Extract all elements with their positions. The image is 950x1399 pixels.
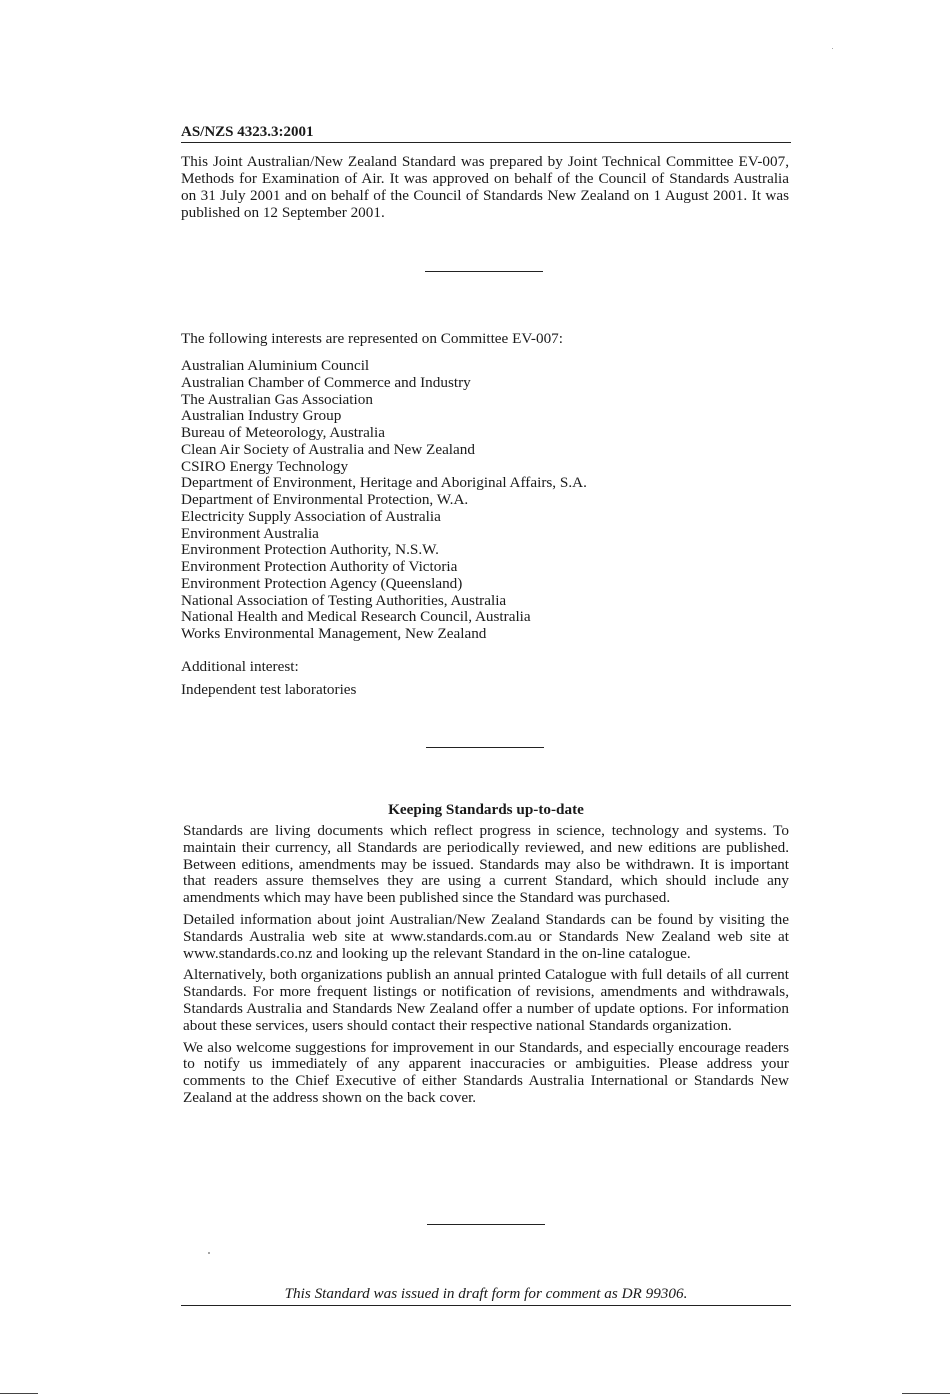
scan-edge-mark bbox=[0, 1393, 38, 1394]
keeping-paragraph: Standards are living documents which reflect progress in science, technology and systems. To maintain their currency, all Standards are periodically reviewed, and new editions are published. Between editions, amendments may be issued. Standards may also be withdrawn. It is important that readers assure themselves they are using a current Standard, which should include any amendments which may have been published since the Standard was purchased. bbox=[183, 822, 789, 907]
committee-member: Clean Air Society of Australia and New Zealand bbox=[181, 440, 475, 458]
keeping-paragraph: We also welcome suggestions for improvement in our Standards, and especially encourage readers to notify us immediately of any apparent inaccuracies or ambiguities. Please address your comments to the Chief Executive of either Standards Australia International or Standards New Zealand at the address shown on the back cover. bbox=[183, 1038, 789, 1106]
committee-member: National Association of Testing Authorities, Australia bbox=[181, 591, 507, 609]
committee-member: Environment Protection Agency (Queensland) bbox=[181, 574, 463, 592]
committee-member: Environment Australia bbox=[181, 524, 319, 542]
preparation-paragraph: This Joint Australian/New Zealand Standard was prepared by Joint Technical Committee EV-007, Methods for Examination of Air. It was approved on behalf of the Council of Standards Australia on 31 July 2001 and on behalf of the Council of Standards New Zealand on 1 August 2001. It was published on 12 September 2001. bbox=[181, 153, 789, 221]
committee-member: CSIRO Energy Technology bbox=[181, 457, 349, 475]
scan-speck bbox=[208, 1252, 210, 1254]
committee-member: Australian Aluminium Council bbox=[181, 357, 370, 374]
keeping-paragraph: Alternatively, both organizations publish an annual printed Catalogue with full details of all current Standards. For more frequent listings or notification of revisions, amendments and withdrawals, Standards Australia and Standards New Zealand offer a number of update options. For information about these services, users should contact their respective national Standards organization. bbox=[183, 966, 789, 1034]
section-divider-1 bbox=[425, 271, 543, 272]
committee-intro: The following interests are represented on Committee EV-007: bbox=[181, 330, 563, 347]
additional-interest-label: Additional interest: bbox=[181, 658, 299, 675]
committee-member: Environment Protection Authority, N.S.W. bbox=[181, 541, 439, 559]
standard-code: AS/NZS 4323.3:2001 bbox=[181, 124, 314, 140]
section-divider-3 bbox=[427, 1224, 545, 1225]
keeping-standards-heading: Keeping Standards up-to-date bbox=[388, 801, 584, 818]
committee-member: National Health and Medical Research Council, Australia bbox=[181, 608, 531, 626]
committee-member-list bbox=[181, 358, 587, 643]
committee-member: Department of Environment, Heritage and Aboriginal Affairs, S.A. bbox=[181, 474, 587, 492]
committee-member: Environment Protection Authority of Victoria bbox=[181, 558, 458, 575]
committee-member: Australian Industry Group bbox=[181, 407, 342, 425]
section-divider-2 bbox=[426, 747, 544, 748]
committee-member: Department of Environmental Protection, W.A. bbox=[181, 491, 469, 508]
committee-member: Australian Chamber of Commerce and Industry bbox=[181, 373, 471, 391]
committee-member: Works Environmental Management, New Zealand bbox=[181, 625, 487, 642]
keeping-paragraph: Detailed information about joint Australian/New Zealand Standards can be found by visiting the Standards Australia web site at www.standards.com.au or Standards New Zealand web site at www.standards.co.nz and looking up the relevant Standard in the on-line catalogue. bbox=[183, 910, 789, 962]
scan-edge-mark bbox=[902, 1393, 950, 1394]
scan-speck bbox=[832, 48, 833, 49]
draft-note: This Standard was issued in draft form for comment as DR 99306. bbox=[181, 1285, 791, 1306]
committee-member: The Australian Gas Association bbox=[181, 390, 373, 408]
additional-interest-item: Independent test laboratories bbox=[181, 681, 357, 698]
committee-member: Electricity Supply Association of Australia bbox=[181, 507, 441, 525]
committee-member: Bureau of Meteorology, Australia bbox=[181, 424, 385, 441]
standard-header bbox=[181, 123, 791, 143]
keeping-standards-body bbox=[183, 823, 789, 1112]
